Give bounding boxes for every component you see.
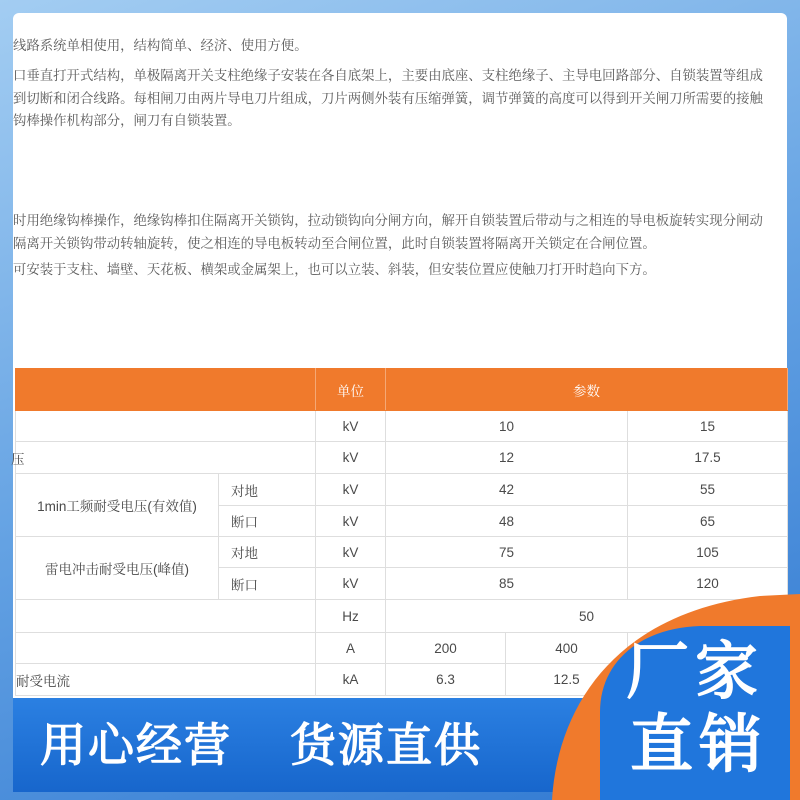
badge-line-1: 厂家 bbox=[626, 635, 764, 708]
row-value: 17.5 bbox=[628, 442, 788, 474]
intro-line-1: 线路系统单相使用，结构简单、经济、使用方便。 bbox=[13, 39, 308, 54]
row-unit: kV bbox=[316, 442, 386, 474]
row-value: 120 bbox=[628, 568, 788, 600]
row-unit: kV bbox=[316, 537, 386, 568]
row-value: 105 bbox=[628, 537, 788, 568]
row-sub-label: 对地 bbox=[219, 474, 316, 506]
row-group-label: 雷电冲击耐受电压(峰值) bbox=[16, 537, 219, 600]
row-unit: kA bbox=[316, 664, 386, 696]
row-value: 200 bbox=[386, 633, 506, 664]
row-group-label: 1min工频耐受电压(有效值) bbox=[16, 474, 219, 537]
row-unit: kV bbox=[316, 568, 386, 600]
row-value: 75 bbox=[386, 537, 628, 568]
header-unit-cell: 单位 bbox=[316, 369, 386, 411]
row-value: 42 bbox=[386, 474, 628, 506]
row-unit: kV bbox=[316, 506, 386, 537]
row-unit: A bbox=[316, 633, 386, 664]
operation-line-1: 时用绝缘钩棒操作，绝缘钩棒扣住隔离开关锁钩，拉动锁钩向分闸方向，解开自锁装置后带动与之相连的导电板旋转实现分闸动 bbox=[13, 214, 763, 229]
row-value: 6.3 bbox=[386, 664, 506, 696]
row-sub-label: 断口 bbox=[219, 568, 316, 600]
row-value: 10 bbox=[386, 411, 628, 442]
header-params-cell: 参数 bbox=[386, 369, 788, 411]
row-label: 耐受电流 bbox=[16, 664, 316, 696]
row-sub-label: 断口 bbox=[219, 506, 316, 537]
row-label: 压 bbox=[16, 442, 316, 474]
row-value: 48 bbox=[386, 506, 628, 537]
row-value: 400 bbox=[506, 633, 628, 664]
row-sub-label: 对地 bbox=[219, 537, 316, 568]
row-unit: kV bbox=[316, 411, 386, 442]
row-value: 15 bbox=[628, 411, 788, 442]
row-value: 12 bbox=[386, 442, 628, 474]
intro-line-2: 口垂直打开式结构，单极隔离开关支柱绝缘子安装在各自底架上，主要由底座、支柱绝缘子、主导电回路部分、自锁装置等组成 bbox=[13, 69, 763, 84]
badge-line-2: 直销 bbox=[630, 708, 768, 781]
row-value: 65 bbox=[628, 506, 788, 537]
row-value: 85 bbox=[386, 568, 628, 600]
row-value: 12.5 bbox=[506, 664, 628, 696]
slogan-right: 货源直供 bbox=[290, 718, 482, 772]
operation-line-3: 可安装于支柱、墙壁、天花板、横架或金属架上，也可以立装、斜装，但安装位置应使触刀打开时趋向下方。 bbox=[13, 263, 656, 278]
intro-line-4: 钩棒操作机构部分，闸刀有自锁装置。 bbox=[13, 114, 241, 129]
slogan-left: 用心经营 bbox=[40, 718, 232, 772]
intro-line-3: 到切断和闭合线路。每相闸刀由两片导电刀片组成，刀片两侧外装有压缩弹簧，调节弹簧的高度可以得到开关闸刀所需要的接触 bbox=[13, 92, 763, 107]
row-value: 50 bbox=[386, 600, 788, 633]
operation-line-2: 隔离开关锁钩带动转轴旋转，使之相连的导电板转动至合闸位置，此时自锁装置将隔离开关锁定在合闸位置。 bbox=[13, 237, 656, 252]
row-unit: kV bbox=[316, 474, 386, 506]
row-value: 55 bbox=[628, 474, 788, 506]
row-unit: Hz bbox=[316, 600, 386, 633]
